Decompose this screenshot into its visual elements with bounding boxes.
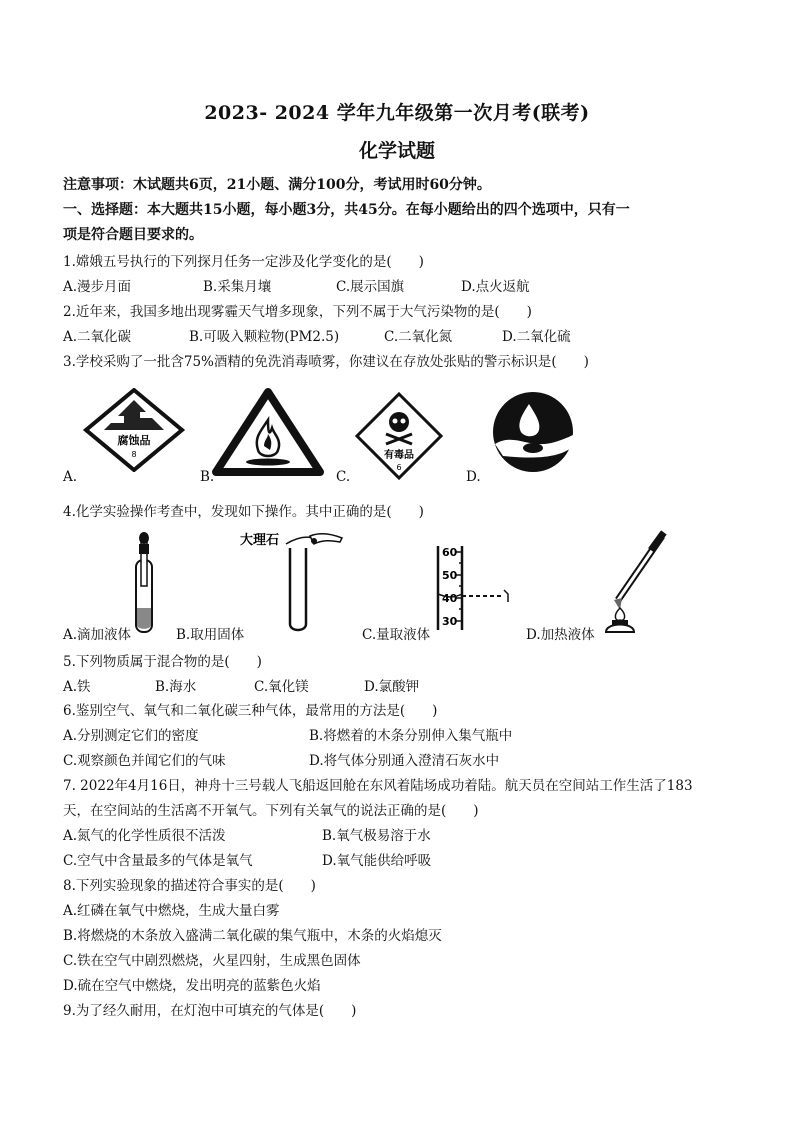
question-1-stem: 1.嫦娥五号执行的下列探月任务一定涉及化学变化的是( ) [63, 254, 424, 270]
question-3-stem: 3.学校采购了一批含75%酒精的免洗消毒喷雾，你建议在存放处张贴的警示标识是( ) [63, 354, 589, 370]
q1-option-a: A.漫步月面 [63, 279, 132, 295]
question-5-stem: 5.下列物质属于混合物的是( ) [63, 654, 262, 670]
q2-option-d: D.二氧化硫 [502, 329, 571, 345]
q3-option-b: B. [200, 469, 215, 485]
question-6-stem: 6.鉴别空气、氧气和二氧化碳三种气体，最常用的方法是( ) [63, 703, 438, 719]
q5-option-b: B.海水 [155, 679, 197, 695]
corrosive-sign-number: 8 [131, 450, 137, 459]
marble-label: 大理石 [240, 533, 280, 548]
q4-option-b: B.取用固体 [176, 627, 245, 643]
q4-option-a: A.滴加液体 [63, 627, 132, 643]
corrosive-sign-icon [82, 388, 186, 472]
toxic-sign-label: 有毒品 [384, 450, 414, 461]
q1-option-c: C.展示国旗 [336, 279, 405, 295]
q5-option-a: A.铁 [63, 679, 91, 695]
q8-option-a: A.红磷在氧气中燃烧，生成大量白雾 [63, 903, 280, 919]
q5-option-c: C.氧化镁 [254, 679, 309, 695]
notice-text: 注意事项：木试题共6页，21小题、满分100分，考试用时60分钟。 [63, 177, 491, 193]
q1-option-d: D.点火返航 [461, 279, 530, 295]
section-heading-line2: 项是符合题目要求的。 [63, 227, 203, 243]
q2-option-a: A.二氧化碳 [63, 329, 132, 345]
cylinder-tick-30: 30 [442, 615, 458, 628]
question-7-stem-line1: 7. 2022年4月16日，神舟十三号载人飞船返回舱在东风着陆场成功着陆。航天员在空间站工作生活了183 [63, 778, 693, 794]
question-9-stem: 9.为了经久耐用，在灯泡中可填充的气体是( ) [63, 1003, 357, 1019]
q7-option-b: B.氧气极易溶于水 [322, 828, 431, 844]
question-7-stem-line2: 天，在空间站的生活离不开氧气。下列有关氧气的说法正确的是( ) [63, 803, 479, 819]
cylinder-tick-60: 60 [442, 546, 458, 559]
q7-option-a: A.氮气的化学性质很不活泼 [63, 828, 226, 844]
q4-option-d: D.加热液体 [526, 627, 595, 643]
q3-option-d: D. [466, 469, 481, 485]
section-heading-line1: 一、选择题：本大题共15小题，每小题3分，共45分。在每小题给出的四个选项中，只有一 [63, 202, 630, 218]
q2-option-b: B.可吸入颗粒物(PM2.5) [189, 329, 340, 345]
cylinder-tick-50: 50 [442, 569, 458, 582]
dropper-test-tube-figure [130, 530, 160, 636]
heating-test-tube-figure [600, 528, 672, 636]
q8-option-b: B.将燃烧的木条放入盛满二氧化碳的集气瓶中，木条的火焰熄灭 [63, 928, 442, 944]
corrosive-sign-label: 腐蚀品 [117, 434, 151, 447]
q3-option-c: C. [336, 469, 351, 485]
cylinder-tick-40: 40 [442, 592, 458, 605]
q2-option-c: C.二氧化氮 [384, 329, 453, 345]
q5-option-d: D.氯酸钾 [364, 679, 420, 695]
q6-option-d: D.将气体分别通入澄清石灰水中 [309, 753, 500, 769]
exam-subtitle: 化学试题 [358, 140, 435, 162]
toxic-sign-number: 6 [396, 463, 402, 472]
graduated-cylinder-figure [428, 542, 518, 632]
flammable-sign-icon [212, 388, 324, 478]
q7-option-d: D.氧气能供给呼吸 [322, 853, 432, 869]
q7-option-c: C.空气中含量最多的气体是氧气 [63, 853, 253, 869]
q6-option-c: C.观察颜色并闻它们的气味 [63, 753, 226, 769]
q3-option-a: A. [63, 469, 78, 485]
toxic-sign-icon [353, 392, 445, 480]
q6-option-b: B.将燃着的木条分别伸入集气瓶中 [309, 728, 513, 744]
marble-test-tube-figure [240, 528, 350, 636]
q8-option-c: C.铁在空气中剧烈燃烧，火星四射，生成黑色固体 [63, 953, 361, 969]
q6-option-a: A.分别测定它们的密度 [63, 728, 199, 744]
q4-option-c: C.量取液体 [362, 627, 431, 643]
exam-title: 2023- 2024 学年九年级第一次月考(联考) [204, 102, 590, 124]
water-saving-sign-icon [485, 390, 581, 474]
q8-option-d: D.硫在空气中燃烧，发出明亮的蓝紫色火焰 [63, 978, 321, 994]
question-4-stem: 4.化学实验操作考查中，发现如下操作。其中正确的是( ) [63, 504, 424, 520]
question-2-stem: 2.近年来，我国多地出现雾霾天气增多现象，下列不属于大气污染物的是( ) [63, 304, 532, 320]
question-8-stem: 8.下列实验现象的描述符合事实的是( ) [63, 878, 316, 894]
q1-option-b: B.采集月壤 [203, 279, 272, 295]
